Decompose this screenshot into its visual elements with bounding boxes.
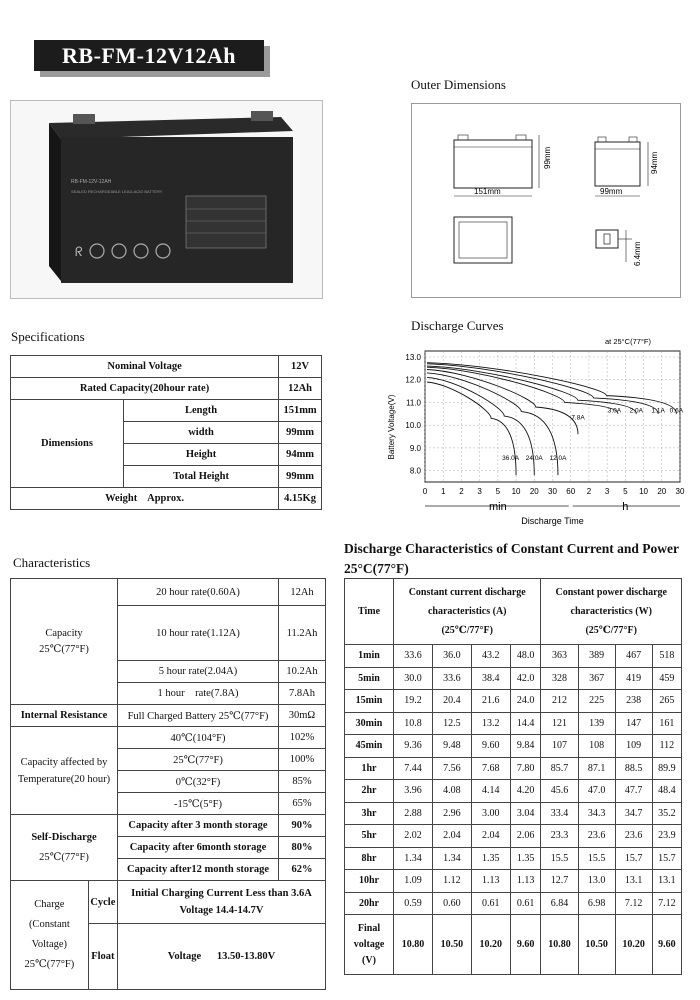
- x-tick-label: 20: [529, 487, 539, 496]
- width-value: 99mm: [279, 422, 322, 444]
- weight-label: Weight Approx.: [11, 488, 279, 510]
- table-cell: 30.0: [394, 667, 433, 690]
- table-cell: 139: [578, 712, 615, 735]
- capacity-rate: 10 hour rate(1.12A): [118, 606, 279, 661]
- table-cell: 42.0: [510, 667, 541, 690]
- table-cell: 7.56: [432, 757, 471, 780]
- discharge-table: [344, 578, 682, 975]
- x-tick-label: 5: [495, 487, 501, 496]
- table-cell: 48.4: [652, 780, 681, 803]
- cycle-cell: [118, 881, 326, 924]
- internal-resistance-cond: Full Charged Battery 25℃(77°F): [118, 705, 279, 727]
- self-discharge-value: 62%: [279, 859, 326, 881]
- internal-resistance-value: 30mΩ: [279, 705, 326, 727]
- table-cell: 328: [541, 667, 578, 690]
- table-cell: 161: [652, 712, 681, 735]
- cc-header: [394, 579, 541, 645]
- table-cell: 13.1: [615, 870, 652, 893]
- cp-header-1: Constant power discharge: [555, 587, 667, 598]
- table-cell: 33.6: [432, 667, 471, 690]
- table-cell: 13.1: [652, 870, 681, 893]
- table-cell: 4.08: [432, 780, 471, 803]
- table-row: [345, 802, 682, 825]
- table-cell: 35.2: [652, 802, 681, 825]
- specifications-table: [10, 355, 322, 510]
- y-tick-label: 13.0: [405, 353, 421, 362]
- table-cell: 15.7: [615, 847, 652, 870]
- characteristics-table: [10, 578, 326, 990]
- charge-cell: [11, 881, 89, 990]
- time-cell: 1hr: [345, 757, 394, 780]
- x-tick-label: 60: [566, 487, 576, 496]
- weight-value: 4.15Kg: [279, 488, 322, 510]
- table-cell: 87.1: [578, 757, 615, 780]
- table-cell: 12.5: [432, 712, 471, 735]
- table-cell: 88.5: [615, 757, 652, 780]
- table-row: [345, 847, 682, 870]
- table-cell: 15.7: [652, 847, 681, 870]
- table-cell: 6.98: [578, 892, 615, 915]
- x-tick-label: 10: [511, 487, 521, 496]
- temp-row-value: 85%: [279, 771, 326, 793]
- capacity-value: 11.2Ah: [279, 606, 326, 661]
- table-cell: 363: [541, 645, 578, 668]
- curve-label: 3.0A: [607, 407, 622, 415]
- min-label: min: [488, 501, 507, 513]
- capacity-rate: 20 hour rate(0.60A): [118, 579, 279, 606]
- time-header: Time: [345, 579, 394, 645]
- table-cell: 112: [652, 735, 681, 758]
- curve-label: 12.0A: [549, 454, 567, 462]
- x-tick-label: 0: [422, 487, 428, 496]
- cp-header-2: characteristics (W): [570, 606, 652, 617]
- table-cell: 7.44: [394, 757, 433, 780]
- table-cell: 20.4: [432, 690, 471, 713]
- table-cell: 3.04: [510, 802, 541, 825]
- y-axis-label: Battery Voltage(V): [387, 394, 396, 460]
- photo-subtitle-text: SEALED RECHARGEABLE LEAD-ACID BATTERY: [71, 189, 163, 194]
- curve-label: 7.8A: [571, 414, 585, 422]
- photo-model-text: RB-FM-12V-12AH: [71, 179, 112, 185]
- spec-row: [11, 378, 322, 400]
- table-cell: 147: [615, 712, 652, 735]
- x-tick-label: 20: [657, 487, 667, 496]
- table-cell: 2.02: [394, 825, 433, 848]
- final-voltage-value: 10.50: [432, 915, 471, 975]
- x-tick-label: 3: [604, 487, 610, 496]
- time-cell: 15min: [345, 690, 394, 713]
- table-cell: 1.09: [394, 870, 433, 893]
- final-voltage-value: 9.60: [510, 915, 541, 975]
- time-cell: 8hr: [345, 847, 394, 870]
- discharge-curves-heading: Discharge Curves: [411, 318, 504, 333]
- table-cell: 518: [652, 645, 681, 668]
- y-tick-label: 12.0: [405, 375, 421, 385]
- curve-label: 2.0A: [629, 407, 643, 415]
- nominal-voltage-value: 12V: [279, 356, 322, 378]
- nominal-voltage-label: Nominal Voltage: [11, 356, 279, 378]
- table-cell: 38.4: [471, 667, 510, 690]
- table-cell: 15.5: [541, 847, 578, 870]
- capacity-temp: 25℃(77°F): [39, 644, 89, 655]
- cycle-label: Cycle: [88, 881, 117, 924]
- cycle-line-2: Voltage 14.4-14.7V: [179, 905, 264, 916]
- table-cell: 10.8: [394, 712, 433, 735]
- table-cell: 23.6: [615, 825, 652, 848]
- rated-capacity-value: 12Ah: [279, 378, 322, 400]
- table-cell: 2.04: [432, 825, 471, 848]
- final-voltage-value: 10.80: [541, 915, 578, 975]
- table-cell: 33.4: [541, 802, 578, 825]
- cp-header-3: (25℃/77°F): [585, 625, 637, 636]
- self-discharge-value: 80%: [279, 837, 326, 859]
- height-label: Height: [124, 444, 279, 466]
- cp-header: [541, 579, 682, 645]
- final-voltage-label-1: Final: [357, 922, 381, 934]
- temp-effect-cell: [11, 727, 118, 815]
- self-discharge-temp: 25℃(77°F): [39, 852, 89, 863]
- x-tick-label: 3: [477, 487, 482, 496]
- float-label: Float: [88, 924, 117, 990]
- table-cell: 121: [541, 712, 578, 735]
- cycle-line-1: Initial Charging Current Less than 3.6A: [131, 888, 312, 899]
- side-width-label: 99mm: [600, 187, 623, 196]
- x-tick-label: 30: [675, 487, 685, 496]
- table-cell: 7.68: [471, 757, 510, 780]
- x-tick-label: 5: [623, 487, 628, 496]
- table-cell: 2.06: [510, 825, 541, 848]
- spec-row: [11, 356, 322, 378]
- chart-condition: at 25°C(77°F): [605, 337, 652, 346]
- table-cell: 34.3: [578, 802, 615, 825]
- capacity-rate: 5 hour rate(2.04A): [118, 661, 279, 683]
- temp-effect-label-1: Capacity affected by: [20, 756, 108, 768]
- table-cell: 225: [578, 690, 615, 713]
- table-cell: 47.7: [615, 780, 652, 803]
- specifications-heading: Specifications: [11, 329, 85, 344]
- table-cell: 459: [652, 667, 681, 690]
- curve-label: 1.1A: [651, 407, 665, 415]
- time-cell: 5min: [345, 667, 394, 690]
- table-cell: 45.6: [541, 780, 578, 803]
- charge-label-1: Charge: [34, 899, 65, 911]
- total-height-value: 99mm: [279, 466, 322, 488]
- self-discharge-cond: Capacity after 3 month storage: [118, 815, 279, 837]
- discharge-table-heading: Discharge Characteristics of Constant Current and Power: [344, 541, 679, 556]
- spec-row: [11, 400, 322, 422]
- table-cell: 389: [578, 645, 615, 668]
- capacity-value: 7.8Ah: [279, 683, 326, 705]
- table-cell: 108: [578, 735, 615, 758]
- x-tick-label: 2: [459, 487, 464, 496]
- table-cell: 0.61: [471, 892, 510, 915]
- char-row: [11, 815, 326, 837]
- table-cell: 89.9: [652, 757, 681, 780]
- h-label: h: [622, 501, 629, 513]
- table-cell: 24.0: [510, 690, 541, 713]
- char-row: [11, 881, 326, 924]
- front-height-label: 99mm: [543, 146, 552, 169]
- self-discharge-label: Self-Discharge: [31, 832, 97, 843]
- time-cell: 30min: [345, 712, 394, 735]
- capacity-label: Capacity: [45, 628, 83, 639]
- table-cell: 13.2: [471, 712, 510, 735]
- svg-text:ᖇ: ᖇ: [75, 244, 83, 259]
- final-voltage-value: 10.50: [578, 915, 615, 975]
- table-cell: 9.48: [432, 735, 471, 758]
- side-height-label: 94mm: [650, 151, 659, 174]
- table-cell: 1.13: [510, 870, 541, 893]
- discharge-table-subheading: 25°C(77°F): [344, 561, 409, 576]
- table-cell: 1.13: [471, 870, 510, 893]
- table-row: [345, 870, 682, 893]
- table-row: [345, 757, 682, 780]
- y-tick-label: 9.0: [409, 443, 421, 453]
- temp-row-temp: 0℃(32°F): [118, 771, 279, 793]
- total-height-label: Total Height: [124, 466, 279, 488]
- outer-dimensions-heading: Outer Dimensions: [411, 77, 506, 92]
- spec-row: [11, 488, 322, 510]
- time-cell: 3hr: [345, 802, 394, 825]
- table-cell: 467: [615, 645, 652, 668]
- curve-label: 24.0A: [525, 454, 543, 462]
- outer-dimensions-drawing: [411, 103, 681, 298]
- final-voltage-value: 10.20: [471, 915, 510, 975]
- page-title: RB-FM-12V12Ah: [34, 40, 264, 71]
- self-discharge-value: 90%: [279, 815, 326, 837]
- terminal-label: 6.4mm: [633, 241, 642, 266]
- table-cell: 9.36: [394, 735, 433, 758]
- capacity-value: 10.2Ah: [279, 661, 326, 683]
- battery-photo: [10, 100, 323, 299]
- table-row: [345, 690, 682, 713]
- cc-header-3: (25℃/77°F): [441, 625, 493, 636]
- temp-row-value: 65%: [279, 793, 326, 815]
- table-cell: 1.34: [394, 847, 433, 870]
- internal-resistance-label: Internal Resistance: [11, 705, 118, 727]
- table-cell: 265: [652, 690, 681, 713]
- x-axis-label: Discharge Time: [521, 516, 584, 526]
- charge-label-3: Voltage): [31, 939, 68, 950]
- table-cell: 1.12: [432, 870, 471, 893]
- table-cell: 4.14: [471, 780, 510, 803]
- table-cell: 3.96: [394, 780, 433, 803]
- table-cell: 23.9: [652, 825, 681, 848]
- table-cell: 9.60: [471, 735, 510, 758]
- temp-row-value: 102%: [279, 727, 326, 749]
- table-cell: 1.35: [510, 847, 541, 870]
- height-value: 94mm: [279, 444, 322, 466]
- capacity-value: 12Ah: [279, 579, 326, 606]
- rated-capacity-label: Rated Capacity(20hour rate): [11, 378, 279, 400]
- table-cell: 7.80: [510, 757, 541, 780]
- table-row: [345, 825, 682, 848]
- final-voltage-row: [345, 915, 682, 975]
- table-cell: 14.4: [510, 712, 541, 735]
- table-cell: 2.04: [471, 825, 510, 848]
- width-label: width: [124, 422, 279, 444]
- table-cell: 23.6: [578, 825, 615, 848]
- curve-label: 36.0A: [502, 454, 520, 462]
- self-discharge-cond: Capacity after 6month storage: [118, 837, 279, 859]
- x-tick-label: 1: [440, 487, 446, 496]
- char-row: [11, 579, 326, 606]
- table-cell: 23.3: [541, 825, 578, 848]
- table-cell: 2.88: [394, 802, 433, 825]
- table-cell: 15.5: [578, 847, 615, 870]
- time-cell: 5hr: [345, 825, 394, 848]
- final-voltage-label-3: (V): [362, 954, 376, 966]
- table-cell: 36.0: [432, 645, 471, 668]
- table-cell: 238: [615, 690, 652, 713]
- table-cell: 6.84: [541, 892, 578, 915]
- table-cell: 7.12: [652, 892, 681, 915]
- table-cell: 48.0: [510, 645, 541, 668]
- table-cell: 9.84: [510, 735, 541, 758]
- table-cell: 21.6: [471, 690, 510, 713]
- table-row: [345, 892, 682, 915]
- table-cell: 7.12: [615, 892, 652, 915]
- time-cell: 10hr: [345, 870, 394, 893]
- front-length-label: 151mm: [474, 187, 501, 196]
- final-voltage-value: 10.80: [394, 915, 433, 975]
- char-row: [11, 727, 326, 749]
- time-cell: 45min: [345, 735, 394, 758]
- table-cell: 109: [615, 735, 652, 758]
- x-tick-label: 10: [639, 487, 649, 496]
- table-cell: 12.7: [541, 870, 578, 893]
- table-cell: 0.59: [394, 892, 433, 915]
- self-discharge-cell: [11, 815, 118, 881]
- capacity-rate: 1 hour rate(7.8A): [118, 683, 279, 705]
- table-cell: 107: [541, 735, 578, 758]
- table-row: [345, 712, 682, 735]
- cc-header-2: characteristics (A): [427, 606, 507, 617]
- y-tick-label: 11.0: [406, 398, 421, 408]
- final-voltage-value: 9.60: [652, 915, 681, 975]
- float-value: Voltage 13.50-13.80V: [118, 924, 326, 990]
- table-cell: 0.60: [432, 892, 471, 915]
- table-cell: 419: [615, 667, 652, 690]
- y-tick-label: 8.0: [409, 466, 421, 476]
- temp-effect-label-2: Temperature(20 hour): [17, 773, 111, 785]
- table-cell: 367: [578, 667, 615, 690]
- x-tick-label: 2: [586, 487, 592, 496]
- table-row: [345, 667, 682, 690]
- dt-header-row: [345, 579, 682, 645]
- table-cell: 212: [541, 690, 578, 713]
- table-cell: 4.20: [510, 780, 541, 803]
- self-discharge-cond: Capacity after12 month storage: [118, 859, 279, 881]
- table-cell: 33.6: [394, 645, 433, 668]
- length-label: Length: [124, 400, 279, 422]
- final-voltage-value: 10.20: [615, 915, 652, 975]
- temp-row-temp: -15℃(5°F): [118, 793, 279, 815]
- capacity-cell: [11, 579, 118, 705]
- characteristics-heading: Characteristics: [13, 555, 91, 570]
- temp-row-temp: 25℃(77°F): [118, 749, 279, 771]
- temp-row-value: 100%: [279, 749, 326, 771]
- dimensions-label: Dimensions: [11, 400, 124, 488]
- curve-label: 0.6A: [669, 407, 684, 415]
- charge-label-2: (Constant: [28, 919, 70, 931]
- table-cell: 34.7: [615, 802, 652, 825]
- final-voltage-label-cell: [345, 915, 394, 975]
- table-cell: 2.96: [432, 802, 471, 825]
- table-cell: 13.0: [578, 870, 615, 893]
- table-cell: 47.0: [578, 780, 615, 803]
- x-tick-label: 30: [548, 487, 557, 496]
- table-cell: 0.61: [510, 892, 541, 915]
- table-cell: 1.34: [432, 847, 471, 870]
- time-cell: 20hr: [345, 892, 394, 915]
- char-row: [11, 705, 326, 727]
- table-cell: 85.7: [541, 757, 578, 780]
- table-cell: 3.00: [471, 802, 510, 825]
- discharge-curve: [427, 364, 658, 414]
- y-tick-label: 10.0: [405, 421, 421, 431]
- table-cell: 1.35: [471, 847, 510, 870]
- charge-label-4: 25℃(77°F): [24, 958, 75, 970]
- time-cell: 2hr: [345, 780, 394, 803]
- cc-header-1: Constant current discharge: [408, 587, 526, 598]
- table-cell: 19.2: [394, 690, 433, 713]
- time-cell: 1min: [345, 645, 394, 668]
- length-value: 151mm: [279, 400, 322, 422]
- final-voltage-label-2: voltage: [353, 938, 385, 950]
- table-cell: 43.2: [471, 645, 510, 668]
- temp-row-temp: 40℃(104°F): [118, 727, 279, 749]
- discharge-curves-chart: [380, 332, 690, 532]
- table-row: [345, 645, 682, 668]
- table-row: [345, 780, 682, 803]
- table-row: [345, 735, 682, 758]
